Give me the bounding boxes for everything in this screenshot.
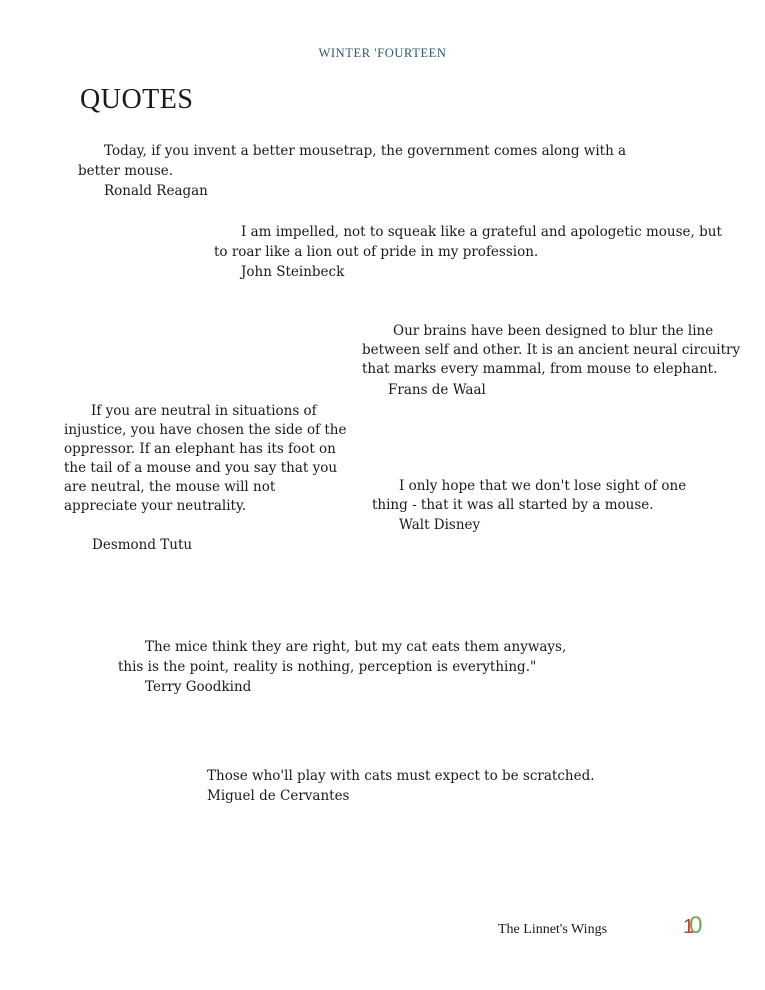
quote-author: Frans de Waal [388,382,486,398]
quote-line: The mice think they are right, but my cat eats them anyways, [145,639,567,655]
quote-line: Our brains have been designed to blur the line [393,323,714,339]
page-title: QUOTES [80,84,194,115]
quote-line: this is the point, reality is nothing, perception is everything." [118,659,537,675]
quote-author: John Steinbeck [241,264,345,280]
quote-line: If you are neutral in situations of [91,403,317,419]
quote-block [118,637,566,697]
page-number-digit: 1 [683,916,690,938]
quote-line: injustice, you have chosen the side of the [64,422,347,438]
quote-line: thing - that it was all started by a mouse. [372,497,654,513]
quote-author: Walt Disney [399,517,481,533]
page-number [683,912,697,940]
quote-block [362,322,740,400]
running-header: WINTER 'FOURTEEN [318,46,447,60]
quote-author: Terry Goodkind [145,679,252,695]
quote-line: I am impelled, not to squeak like a grateful and apologetic mouse, but [241,224,722,240]
page-number-digit: 0 [689,912,698,939]
quote-block [64,402,346,555]
quote-block [214,222,722,282]
quote-line: Those who'll play with cats must expect to be scratched. [207,768,595,784]
quote-author: Miguel de Cervantes [207,788,350,804]
quote-line: between self and other. It is an ancient neural circuitry [362,342,741,358]
quote-block [78,141,626,201]
quote-author: Desmond Tutu [92,537,193,553]
quote-author: Ronald Reagan [104,183,208,199]
quote-block [372,477,686,535]
quote-line: Today, if you invent a better mousetrap, the government comes along with a [104,143,627,159]
quote-line: the tail of a mouse and you say that you [64,460,338,476]
quote-line: I only hope that we don't lose sight of one [399,478,687,494]
quote-line: to roar like a lion out of pride in my profession. [214,244,539,260]
quote-line: are neutral, the mouse will not [64,479,276,495]
quote-line: appreciate your neutrality. [64,498,247,514]
publication-name: The Linnet's Wings [498,922,608,937]
quote-line: better mouse. [78,163,174,179]
quote-line: that marks every mammal, from mouse to elephant. [362,361,718,377]
quote-line: oppressor. If an elephant has its foot on [64,441,336,457]
quote-block [207,766,595,806]
